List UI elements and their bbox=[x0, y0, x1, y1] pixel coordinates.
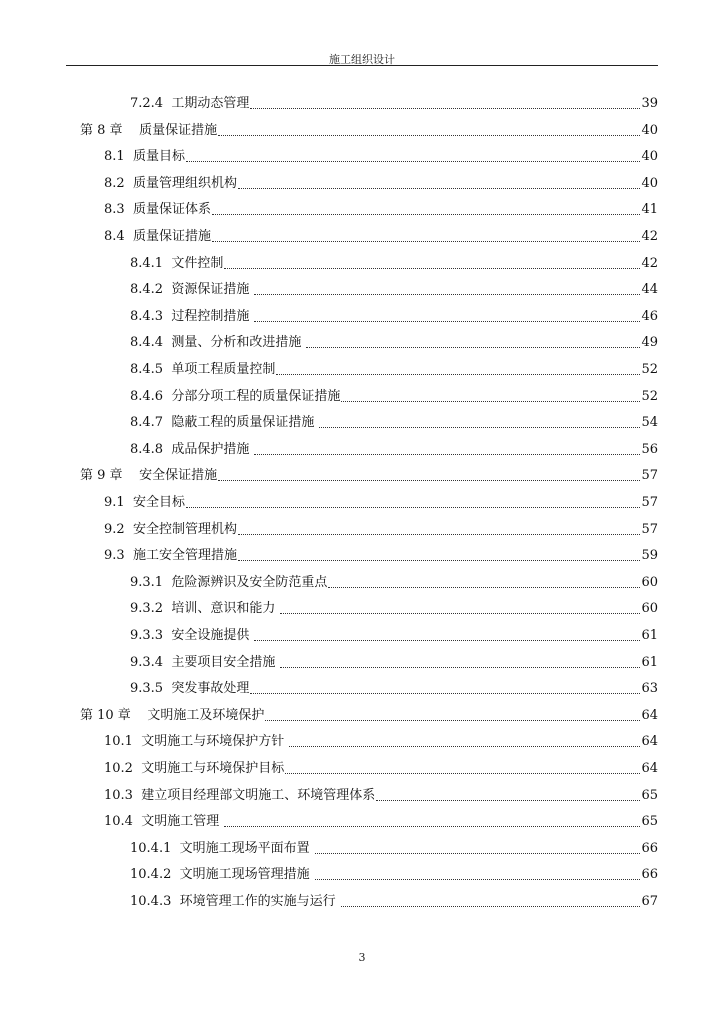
toc-dot-leader bbox=[315, 852, 641, 854]
toc-entry-page: 52 bbox=[641, 362, 658, 377]
toc-entry-title: 10.4.2 文明施工现场管理措施 bbox=[130, 867, 314, 883]
toc-entry[interactable] bbox=[104, 542, 658, 564]
toc-entry[interactable] bbox=[130, 835, 658, 857]
toc-entry-page: 42 bbox=[641, 255, 658, 271]
toc-dot-leader bbox=[218, 479, 640, 481]
toc-entry[interactable] bbox=[80, 702, 658, 724]
toc-dot-leader bbox=[238, 533, 641, 535]
toc-dot-leader bbox=[212, 213, 641, 215]
toc-entry[interactable] bbox=[130, 888, 658, 910]
toc-entry-title: 7.2.4 工期动态管理 bbox=[130, 96, 250, 111]
page-header-title: 施工组织设计 bbox=[329, 53, 395, 66]
toc-entry[interactable] bbox=[130, 595, 658, 617]
toc-entry-title: 8.4.1 文件控制 bbox=[130, 255, 224, 271]
toc-dot-leader bbox=[224, 267, 640, 269]
toc-entry-page: 59 bbox=[641, 548, 658, 564]
toc-entry-page: 40 bbox=[641, 149, 658, 165]
toc-dot-leader bbox=[250, 692, 640, 694]
toc-dot-leader bbox=[254, 293, 640, 295]
toc-dot-leader bbox=[186, 506, 641, 508]
toc-entry-title: 8.4.3 过程控制措施 bbox=[130, 308, 254, 324]
toc-entry-title: 9.2 安全控制管理机构 bbox=[104, 521, 237, 537]
toc-entry-title: 8.4.5 单项工程质量控制 bbox=[130, 362, 276, 377]
toc-entry-page: 57 bbox=[641, 521, 658, 537]
toc-entry-title: 8.4.6 分部分项工程的质量保证措施 bbox=[130, 388, 341, 404]
toc-entry-page: 65 bbox=[641, 814, 658, 830]
toc-entry-page: 46 bbox=[641, 308, 658, 324]
toc-entry[interactable] bbox=[130, 569, 658, 591]
toc-entry[interactable] bbox=[80, 462, 658, 484]
toc-entry-title: 8.2 质量管理组织机构 bbox=[104, 175, 237, 191]
toc-entry-title: 9.3.5 突发事故处理 bbox=[130, 681, 250, 697]
toc-entry-title: 10.4.3 环境管理工作的实施与运行 bbox=[130, 894, 340, 909]
toc-dot-leader bbox=[254, 320, 640, 322]
toc-entry-page: 52 bbox=[641, 388, 658, 404]
toc-entry[interactable] bbox=[104, 782, 658, 804]
toc-dot-leader bbox=[315, 878, 641, 880]
toc-entry-page: 44 bbox=[641, 282, 658, 298]
toc-entry-page: 57 bbox=[641, 468, 658, 484]
toc-entry[interactable] bbox=[130, 90, 658, 112]
toc-dot-leader bbox=[212, 240, 641, 242]
toc-entry[interactable] bbox=[104, 755, 658, 777]
toc-entry-title: 9.3.1 危险源辨识及安全防范重点 bbox=[130, 574, 328, 590]
toc-entry-page: 60 bbox=[641, 601, 658, 617]
toc-entry-page: 40 bbox=[641, 122, 658, 138]
toc-entry[interactable] bbox=[130, 675, 658, 697]
header-rule bbox=[66, 65, 658, 66]
toc-dot-leader bbox=[276, 373, 640, 375]
toc-entry-title: 第 8 章 质量保证措施 bbox=[80, 122, 218, 138]
toc-entry[interactable] bbox=[104, 489, 658, 511]
toc-entry[interactable] bbox=[130, 329, 658, 351]
toc-entry[interactable] bbox=[104, 728, 658, 750]
toc-entry-title: 第 9 章 安全保证措施 bbox=[80, 468, 218, 484]
toc-dot-leader bbox=[265, 719, 640, 721]
toc-entry[interactable] bbox=[104, 808, 658, 830]
toc-entry[interactable] bbox=[104, 170, 658, 192]
toc-entry[interactable] bbox=[130, 250, 658, 272]
toc-entry-title: 9.3.3 安全设施提供 bbox=[130, 628, 254, 643]
toc-entry-page: 54 bbox=[641, 415, 658, 431]
toc-entry-title: 10.1 文明施工与环境保护方针 bbox=[104, 734, 289, 750]
toc-dot-leader bbox=[238, 559, 641, 561]
toc-dot-leader bbox=[218, 134, 640, 136]
toc-entry-page: 66 bbox=[641, 840, 658, 856]
toc-entry[interactable] bbox=[104, 196, 658, 218]
toc-entry-title: 9.3.2 培训、意识和能力 bbox=[130, 601, 280, 617]
toc-entry-title: 10.4 文明施工管理 bbox=[104, 814, 224, 830]
toc-entry-page: 40 bbox=[641, 175, 658, 191]
toc-entry-page: 63 bbox=[641, 681, 658, 697]
toc-entry[interactable] bbox=[130, 622, 658, 644]
toc-dot-leader bbox=[285, 772, 640, 774]
toc-dot-leader bbox=[254, 453, 640, 455]
toc-entry-page: 61 bbox=[641, 654, 658, 670]
toc-dot-leader bbox=[341, 905, 641, 907]
toc-entry[interactable] bbox=[130, 436, 658, 458]
toc-entry-page: 65 bbox=[641, 787, 658, 803]
toc-entry-title: 8.4.2 资源保证措施 bbox=[130, 282, 254, 298]
toc-entry[interactable] bbox=[130, 276, 658, 298]
toc-entry[interactable] bbox=[130, 383, 658, 405]
toc-entry-title: 8.3 质量保证体系 bbox=[104, 202, 211, 218]
toc-entry-page: 66 bbox=[641, 867, 658, 883]
toc-entry-title: 10.4.1 文明施工现场平面布置 bbox=[130, 840, 314, 856]
toc-entry[interactable] bbox=[104, 143, 658, 165]
toc-entry-page: 42 bbox=[641, 229, 658, 244]
page-number: 3 bbox=[358, 951, 366, 964]
toc-entry-page: 60 bbox=[641, 574, 658, 590]
toc-dot-leader bbox=[280, 666, 640, 668]
toc-entry-page: 39 bbox=[641, 96, 658, 111]
toc-entry-page: 64 bbox=[641, 707, 658, 723]
toc-dot-leader bbox=[250, 107, 640, 109]
toc-entry-title: 8.4 质量保证措施 bbox=[104, 229, 211, 244]
toc-dot-leader bbox=[319, 426, 640, 428]
toc-entry-title: 8.1 质量目标 bbox=[104, 149, 185, 165]
toc-entry[interactable] bbox=[130, 861, 658, 883]
toc-entry-title: 8.4.4 测量、分析和改进措施 bbox=[130, 335, 306, 351]
toc-entry[interactable] bbox=[130, 356, 658, 378]
toc-entry-title: 8.4.8 成品保护措施 bbox=[130, 441, 254, 457]
toc-entry-page: 49 bbox=[641, 335, 658, 351]
toc-dot-leader bbox=[289, 745, 640, 747]
toc-entry-page: 41 bbox=[641, 202, 658, 218]
toc-entry-page: 61 bbox=[641, 628, 658, 643]
toc-entry-page: 64 bbox=[641, 761, 658, 776]
toc-entry[interactable] bbox=[130, 303, 658, 325]
toc-entry-title: 第 10 章 文明施工及环境保护 bbox=[80, 707, 265, 723]
toc-entry[interactable] bbox=[130, 649, 658, 671]
toc-entry[interactable] bbox=[104, 516, 658, 538]
toc-dot-leader bbox=[238, 187, 641, 189]
toc-entry-title: 9.3.4 主要项目安全措施 bbox=[130, 654, 280, 670]
toc-entry-page: 67 bbox=[641, 894, 658, 909]
toc-entry[interactable] bbox=[104, 223, 658, 245]
toc-dot-leader bbox=[254, 639, 640, 641]
toc-entry-title: 9.1 安全目标 bbox=[104, 495, 185, 510]
toc-entry-page: 57 bbox=[641, 495, 658, 510]
toc-entry[interactable] bbox=[80, 117, 658, 139]
toc-entry[interactable] bbox=[130, 409, 658, 431]
toc-entry-page: 56 bbox=[641, 441, 658, 457]
toc-dot-leader bbox=[341, 400, 640, 402]
toc-entry-title: 10.2 文明施工与环境保护目标 bbox=[104, 761, 285, 776]
toc-dot-leader bbox=[280, 612, 640, 614]
toc-dot-leader bbox=[186, 160, 641, 162]
toc-entry-page: 64 bbox=[641, 734, 658, 750]
toc-entry-title: 10.3 建立项目经理部文明施工、环境管理体系 bbox=[104, 787, 376, 803]
toc-entry-title: 8.4.7 隐蔽工程的质量保证措施 bbox=[130, 415, 319, 431]
toc-entry-title: 9.3 施工安全管理措施 bbox=[104, 548, 237, 564]
toc-dot-leader bbox=[306, 346, 640, 348]
toc-dot-leader bbox=[376, 799, 640, 801]
toc-dot-leader bbox=[328, 586, 640, 588]
toc-dot-leader bbox=[224, 825, 640, 827]
